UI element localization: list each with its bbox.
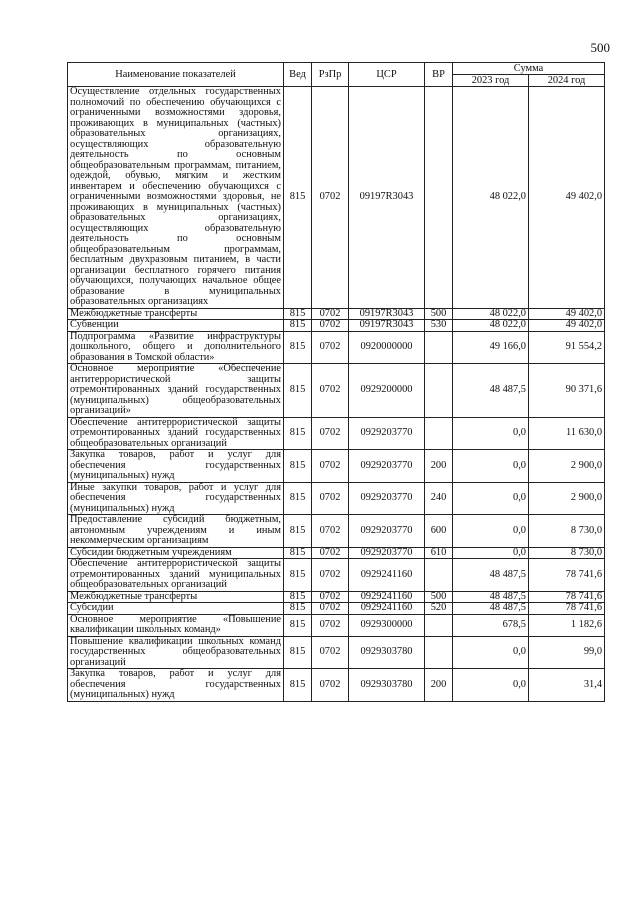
cell-csr: 0929203770	[349, 515, 425, 548]
cell-name: Обеспечение антитеррористической защиты отремонтированных зданий муниципальных общеобразовательных организаций	[68, 559, 284, 592]
cell-vr	[425, 364, 453, 418]
cell-name: Закупка товаров, работ и услуг для обеспечения государственных (муниципальных) нужд	[68, 669, 284, 702]
cell-name: Основное мероприятие «Повышение квалификации школьных команд»	[68, 614, 284, 636]
cell-amount-2024: 99,0	[529, 636, 605, 669]
cell-vr	[425, 87, 453, 309]
cell-csr: 09197R3043	[349, 87, 425, 309]
cell-rzpr: 0702	[312, 559, 349, 592]
cell-amount-2024: 1 182,6	[529, 614, 605, 636]
cell-amount-2023: 48 022,0	[453, 308, 529, 320]
header-year-2023: 2023 год	[453, 75, 529, 87]
cell-amount-2024: 78 741,6	[529, 591, 605, 603]
cell-csr: 0929303780	[349, 636, 425, 669]
cell-csr: 0929241160	[349, 591, 425, 603]
table-row	[68, 87, 605, 309]
cell-rzpr: 0702	[312, 603, 349, 615]
table-row	[68, 364, 605, 418]
cell-amount-2023: 48 022,0	[453, 87, 529, 309]
cell-rzpr: 0702	[312, 331, 349, 364]
header-name: Наименование показателей	[68, 63, 284, 87]
table-row	[68, 515, 605, 548]
cell-ved: 815	[284, 482, 312, 515]
cell-amount-2024: 8 730,0	[529, 547, 605, 559]
cell-amount-2023: 48 487,5	[453, 364, 529, 418]
budget-table	[67, 62, 605, 702]
cell-rzpr: 0702	[312, 320, 349, 332]
cell-rzpr: 0702	[312, 614, 349, 636]
cell-name: Предоставление субсидий бюджетным, автономным учреждениям и иным некоммерческим организациям	[68, 515, 284, 548]
cell-name: Субсидии бюджетным учреждениям	[68, 547, 284, 559]
table-row	[68, 320, 605, 332]
cell-amount-2023: 0,0	[453, 515, 529, 548]
cell-csr: 09197R3043	[349, 308, 425, 320]
cell-amount-2023: 0,0	[453, 547, 529, 559]
cell-amount-2024: 11 630,0	[529, 417, 605, 450]
table-row	[68, 547, 605, 559]
cell-name: Субсидии	[68, 603, 284, 615]
cell-name: Подпрограмма «Развитие инфраструктуры дошкольного, общего и дополнительного образования в Томской области»	[68, 331, 284, 364]
cell-amount-2024: 49 402,0	[529, 320, 605, 332]
cell-rzpr: 0702	[312, 669, 349, 702]
cell-vr: 610	[425, 547, 453, 559]
cell-name: Закупка товаров, работ и услуг для обеспечения государственных (муниципальных) нужд	[68, 450, 284, 483]
table-row	[68, 669, 605, 702]
table-row	[68, 591, 605, 603]
cell-amount-2024: 49 402,0	[529, 87, 605, 309]
cell-vr: 240	[425, 482, 453, 515]
cell-vr: 200	[425, 669, 453, 702]
table-row	[68, 636, 605, 669]
cell-csr: 0929203770	[349, 417, 425, 450]
table-row	[68, 603, 605, 615]
cell-rzpr: 0702	[312, 636, 349, 669]
cell-ved: 815	[284, 364, 312, 418]
table-body	[68, 87, 605, 702]
header-csr: ЦСР	[349, 63, 425, 87]
cell-vr: 200	[425, 450, 453, 483]
cell-vr: 600	[425, 515, 453, 548]
cell-vr: 500	[425, 591, 453, 603]
cell-amount-2024: 31,4	[529, 669, 605, 702]
cell-ved: 815	[284, 450, 312, 483]
cell-amount-2024: 91 554,2	[529, 331, 605, 364]
cell-csr: 0929200000	[349, 364, 425, 418]
header-sum: Сумма	[453, 63, 605, 75]
cell-amount-2023: 0,0	[453, 450, 529, 483]
cell-vr	[425, 331, 453, 364]
table-row	[68, 308, 605, 320]
cell-rzpr: 0702	[312, 515, 349, 548]
table-row	[68, 331, 605, 364]
table-row	[68, 614, 605, 636]
cell-name: Иные закупки товаров, работ и услуг для обеспечения государственных (муниципальных) нужд	[68, 482, 284, 515]
cell-name: Межбюджетные трансферты	[68, 591, 284, 603]
header-year-2024: 2024 год	[529, 75, 605, 87]
cell-amount-2024: 2 900,0	[529, 482, 605, 515]
table-header	[68, 63, 605, 87]
cell-ved: 815	[284, 417, 312, 450]
cell-csr: 0929241160	[349, 559, 425, 592]
cell-ved: 815	[284, 614, 312, 636]
cell-ved: 815	[284, 669, 312, 702]
cell-rzpr: 0702	[312, 364, 349, 418]
cell-amount-2024: 49 402,0	[529, 308, 605, 320]
header-ved: Вед	[284, 63, 312, 87]
table-row	[68, 450, 605, 483]
cell-amount-2023: 48 487,5	[453, 559, 529, 592]
cell-vr	[425, 614, 453, 636]
cell-name: Субвенции	[68, 320, 284, 332]
cell-rzpr: 0702	[312, 591, 349, 603]
cell-ved: 815	[284, 559, 312, 592]
cell-amount-2023: 0,0	[453, 417, 529, 450]
cell-ved: 815	[284, 636, 312, 669]
cell-rzpr: 0702	[312, 450, 349, 483]
cell-amount-2023: 678,5	[453, 614, 529, 636]
cell-name: Межбюджетные трансферты	[68, 308, 284, 320]
cell-csr: 09197R3043	[349, 320, 425, 332]
cell-amount-2023: 48 487,5	[453, 603, 529, 615]
page-number: 500	[590, 40, 610, 55]
cell-amount-2024: 90 371,6	[529, 364, 605, 418]
cell-csr: 0929303780	[349, 669, 425, 702]
cell-ved: 815	[284, 603, 312, 615]
cell-rzpr: 0702	[312, 547, 349, 559]
cell-ved: 815	[284, 547, 312, 559]
cell-amount-2023: 0,0	[453, 669, 529, 702]
cell-ved: 815	[284, 87, 312, 309]
cell-name: Осуществление отдельных государственных полномочий по обеспечению обучающихся с ограниченными возможностями здоровья, проживающих в муниципальных (частных) образовательных организациях, осуществляющих образовательную деятельность по основным общеобразовательным программам, питанием, одеждой, обувью, мягким и жестким инвентарем и обеспечению обучающихся с ограниченными возможностями здоровья, не проживающих в муниципальных (частных) образовательных организациях, осуществляющих образовательную деятельность по основным общеобразовательным программам, бесплатным двухразовым питанием, в части организации бесплатного горячего питания обучающихся, получающих начальное общее образование в муниципальных образовательных организациях	[68, 87, 284, 309]
cell-amount-2023: 48 022,0	[453, 320, 529, 332]
cell-vr	[425, 636, 453, 669]
cell-amount-2024: 78 741,6	[529, 559, 605, 592]
cell-rzpr: 0702	[312, 308, 349, 320]
cell-vr: 500	[425, 308, 453, 320]
cell-name: Основное мероприятие «Обеспечение антитеррористической защиты отремонтированных зданий государственных (муниципальных) общеобразовательных организаций»	[68, 364, 284, 418]
table-row	[68, 482, 605, 515]
header-vr: ВР	[425, 63, 453, 87]
cell-amount-2023: 0,0	[453, 636, 529, 669]
cell-rzpr: 0702	[312, 482, 349, 515]
cell-csr: 0929241160	[349, 603, 425, 615]
cell-vr	[425, 417, 453, 450]
cell-rzpr: 0702	[312, 87, 349, 309]
cell-ved: 815	[284, 320, 312, 332]
cell-csr: 0920000000	[349, 331, 425, 364]
cell-name: Обеспечение антитеррористической защиты отремонтированных зданий государственных общеобразовательных организаций	[68, 417, 284, 450]
cell-amount-2024: 8 730,0	[529, 515, 605, 548]
cell-amount-2024: 2 900,0	[529, 450, 605, 483]
cell-amount-2023: 49 166,0	[453, 331, 529, 364]
cell-ved: 815	[284, 515, 312, 548]
cell-csr: 0929203770	[349, 547, 425, 559]
cell-csr: 0929203770	[349, 450, 425, 483]
cell-ved: 815	[284, 308, 312, 320]
cell-csr: 0929203770	[349, 482, 425, 515]
cell-ved: 815	[284, 331, 312, 364]
cell-ved: 815	[284, 591, 312, 603]
table-row	[68, 417, 605, 450]
cell-vr: 520	[425, 603, 453, 615]
cell-amount-2023: 48 487,5	[453, 591, 529, 603]
header-rzpr: РзПр	[312, 63, 349, 87]
table-row	[68, 559, 605, 592]
cell-name: Повышение квалификации школьных команд государственных общеобразовательных организаций	[68, 636, 284, 669]
cell-vr: 530	[425, 320, 453, 332]
cell-csr: 0929300000	[349, 614, 425, 636]
cell-rzpr: 0702	[312, 417, 349, 450]
cell-amount-2024: 78 741,6	[529, 603, 605, 615]
cell-amount-2023: 0,0	[453, 482, 529, 515]
cell-vr	[425, 559, 453, 592]
